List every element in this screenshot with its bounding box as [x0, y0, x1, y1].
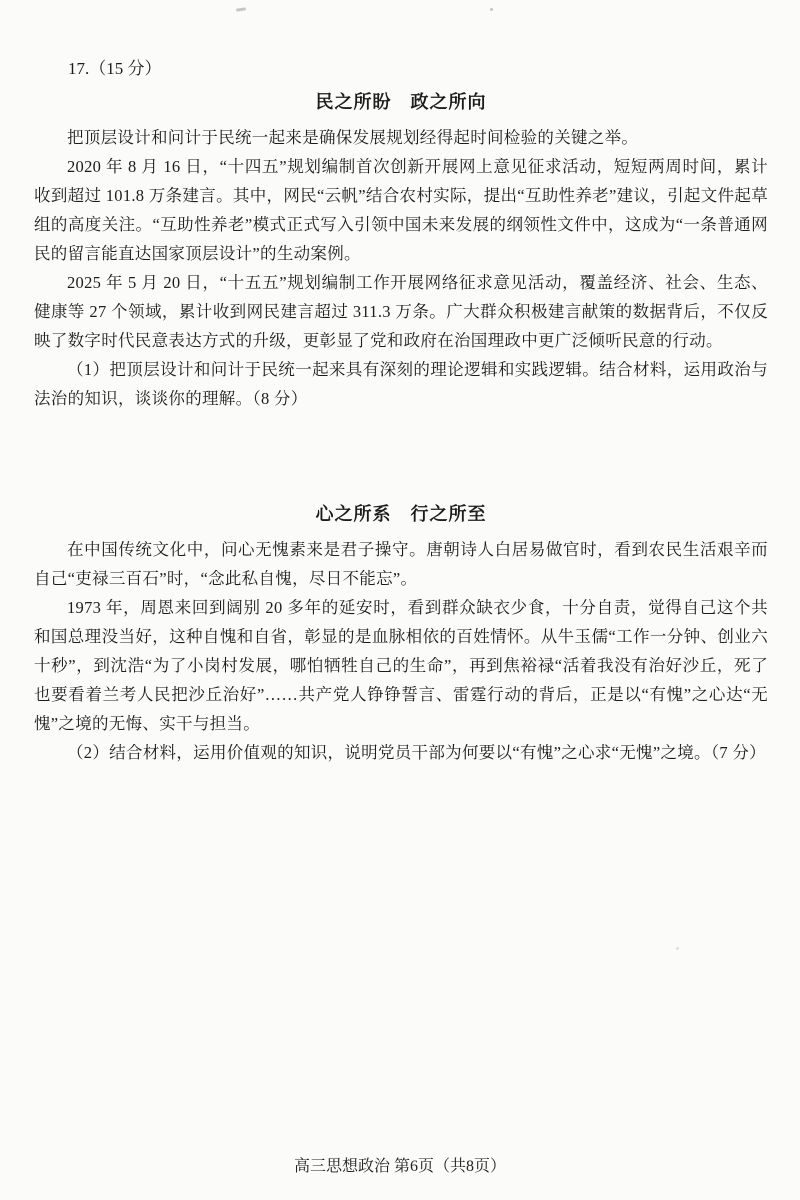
scan-artifact — [490, 8, 493, 11]
question-1-prompt: （1）把顶层设计和问计于民统一起来具有深刻的理论逻辑和实践逻辑。结合材料，运用政治与法治的知识，谈谈你的理解。（8 分） — [34, 360, 768, 408]
section-1-title: 民之所盼 政之所向 — [315, 92, 487, 112]
scan-artifact — [236, 7, 246, 11]
page-content — [34, 54, 768, 767]
section-1-paragraph: 把顶层设计和问计于民统一起来是确保发展规划经得起时间检验的关键之举。 — [67, 128, 639, 147]
section-material-2 — [34, 499, 768, 767]
scan-artifact — [676, 947, 679, 950]
section-2-title: 心之所系 行之所至 — [315, 504, 487, 524]
page-footer: 高三思想政治 第6页（共8页） — [293, 1158, 506, 1175]
section-1-paragraph: 2020 年 8 月 16 日，“十四五”规划编制首次创新开展网上意见征求活动，短短两周时间，累计收到超过 101.8 万条建言。其中，网民“云帆”结合农村实际，提出“互助性养老”建议，引起文件起草组的高度关注。“互助性养老”模式正式写入引领中国未来发展的纲领性文件中，这成为“一条普通网民的留言能直达国家顶层设计”的生动案例。 — [34, 157, 768, 263]
section-1-paragraph: 2025 年 5 月 20 日，“十五五”规划编制工作开展网络征求意见活动，覆盖经济、社会、生态、健康等 27 个领域，累计收到网民建言超过 311.3 万条。广大群众积极建言献策的数据背后，不仅反映了数字时代民意表达方式的升级，更彰显了党和政府在治国理政中更广泛倾听民意的行动。 — [34, 273, 768, 350]
question-17-number: 17.（15 分） — [68, 59, 162, 78]
section-2-paragraph: 在中国传统文化中，问心无愧素来是君子操守。唐朝诗人白居易做官时，看到农民生活艰辛而自己“吏禄三百石”时，“念此私自愧，尽日不能忘”。 — [34, 540, 768, 588]
question-2-prompt: （2）结合材料，运用价值观的知识，说明党员干部为何要以“有愧”之心求“无愧”之境。（7 分） — [67, 743, 766, 762]
section-material-1 — [34, 87, 768, 413]
section-2-paragraph: 1973 年，周恩来回到阔别 20 多年的延安时，看到群众缺衣少食，十分自责，觉得自己这个共和国总理没当好，这种自愧和自省，彰显的是血脉相依的百姓情怀。从牛玉儒“工作一分钟、创业六十秒”，到沈浩“为了小岗村发展，哪怕牺牲自己的生命”，再到焦裕禄“活着我没有治好沙丘，死了也要看着兰考人民把沙丘治好”……共产党人铮铮誓言、雷霆行动的背后，正是以“有愧”之心达“无愧”之境的无悔、实干与担当。 — [34, 598, 768, 733]
